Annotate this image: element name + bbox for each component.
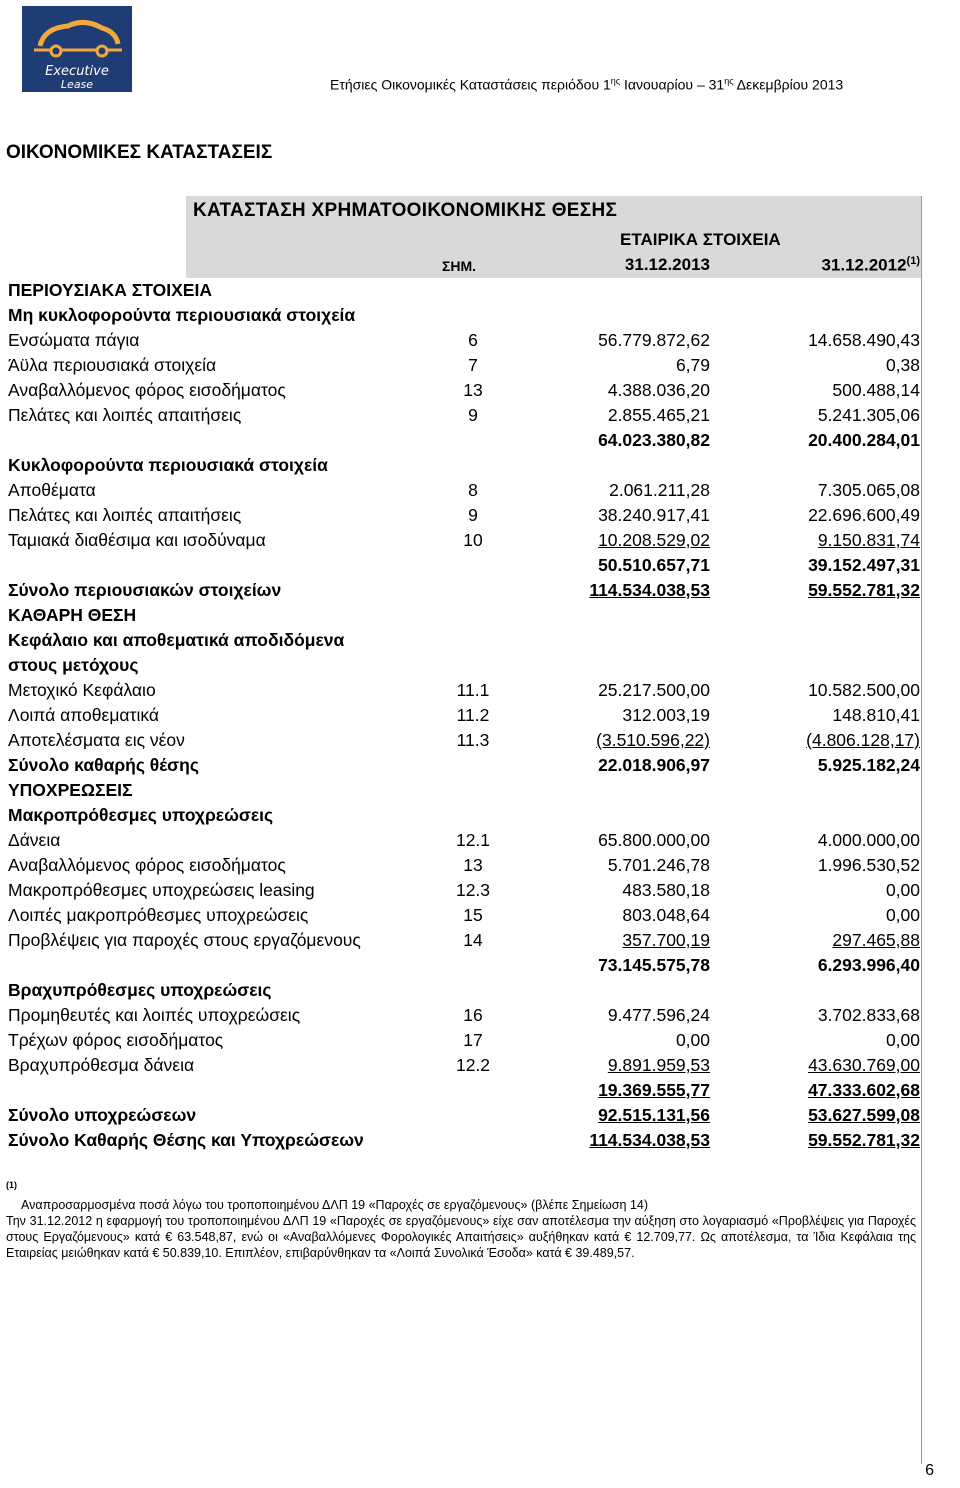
row-label: Προμηθευτές και λοιπές υποχρεώσεις bbox=[8, 1005, 301, 1025]
row-note: 14 bbox=[463, 930, 483, 950]
row-value-2012: 4.000.000,00 bbox=[817, 830, 920, 850]
row-value-2013: 9.477.596,24 bbox=[607, 1005, 710, 1025]
table-row bbox=[0, 703, 924, 728]
row-label: Άϋλα περιουσιακά στοιχεία bbox=[8, 355, 217, 375]
row-note: 13 bbox=[463, 855, 483, 875]
row-label: Σύνολο περιουσιακών στοιχείων bbox=[8, 580, 282, 600]
row-value-2013: 9.891.959,53 bbox=[607, 1055, 710, 1075]
row-value-2012: 10.582.500,00 bbox=[808, 680, 920, 700]
note-column-header: ΣΗΜ. bbox=[442, 258, 477, 274]
row-label: ΚΑΘΑΡΗ ΘΕΣΗ bbox=[8, 605, 137, 625]
row-value-2012: 22.696.600,49 bbox=[808, 505, 920, 525]
table-row bbox=[0, 978, 924, 1003]
table-row bbox=[0, 1103, 924, 1128]
row-value-2012: 43.630.769,00 bbox=[808, 1055, 920, 1075]
row-label: Πελάτες και λοιπές απαιτήσεις bbox=[8, 405, 242, 425]
col-2012-header-text: 31.12.2012 bbox=[821, 255, 907, 275]
statement-title: ΚΑΤΑΣΤΑΣΗ ΧΡΗΜΑΤΟΟΙΚΟΝΟΜΙΚΗΣ ΘΕΣΗΣ bbox=[193, 200, 618, 221]
row-value-2013: 114.534.038,53 bbox=[589, 580, 710, 600]
row-label: Αποθέματα bbox=[8, 480, 96, 500]
row-note: 12.3 bbox=[455, 880, 491, 900]
table-row bbox=[0, 428, 924, 453]
row-value-2012: 0,38 bbox=[885, 355, 920, 375]
row-note: 7 bbox=[468, 355, 478, 375]
row-value-2013: 114.534.038,53 bbox=[589, 1130, 710, 1150]
header-band-group bbox=[186, 226, 922, 250]
table-row bbox=[0, 678, 924, 703]
table-row bbox=[0, 753, 924, 778]
table-row bbox=[0, 653, 924, 678]
row-value-2012: 148.810,41 bbox=[832, 705, 920, 725]
row-value-2012: 53.627.599,08 bbox=[808, 1105, 920, 1125]
row-label: Σύνολο καθαρής θέσης bbox=[8, 755, 199, 775]
logo-text-lease: Lease bbox=[60, 78, 94, 91]
header-middle: Ιανουαρίου – 31 bbox=[620, 76, 725, 93]
row-label: Βραχυπρόθεσμα δάνεια bbox=[8, 1055, 195, 1075]
table-row bbox=[0, 1028, 924, 1053]
row-value-2013: 357.700,19 bbox=[622, 930, 710, 950]
row-value-2012: 14.658.490,43 bbox=[808, 330, 920, 350]
row-label: Μακροπρόθεσμες υποχρεώσεις bbox=[8, 805, 274, 825]
row-label: Λοιπά αποθεματικά bbox=[8, 705, 159, 725]
page-title: ΟΙΚΟΝΟΜΙΚΕΣ ΚΑΤΑΣΤΑΣΕΙΣ bbox=[6, 142, 273, 163]
table-row bbox=[0, 928, 924, 953]
row-label: Ενσώματα πάγια bbox=[8, 330, 140, 350]
row-note: 9 bbox=[468, 405, 478, 425]
row-note: 13 bbox=[463, 380, 483, 400]
row-value-2012: 20.400.284,01 bbox=[808, 430, 920, 450]
footnote-paragraph: Την 31.12.2012 η εφαρμογή του τροποποιημένου ΔΛΠ 19 «Παροχές σε εργαζόμενους» είχε σαν αποτέλεσμα την αύξηση στο λογαριασμό «Προβλέψεις για Παροχές στους Εργαζόμενους» κατά € 63.548,87, ενώ οι «Αναβαλλόμενες Φορολογικές Απαιτήσεις» αυξήθηκαν κατά € 12.709,77. Ως αποτέλεσμα, τα Ίδια Κεφάλαια της Εταιρείας μειώθηκαν κατά € 50.839,10. Επιπλέον, επιβαρύνθηκαν τα «Λοιπά Συνολικά Έσοδα» κατά € 39.489,57. bbox=[6, 1214, 916, 1261]
row-label: Πελάτες και λοιπές απαιτήσεις bbox=[8, 505, 242, 525]
row-label: Κεφάλαιο και αποθεματικά αποδιδόμενα bbox=[8, 630, 345, 650]
row-value-2012: 7.305.065,08 bbox=[817, 480, 920, 500]
table-row bbox=[0, 328, 924, 353]
row-note: 12.2 bbox=[455, 1055, 491, 1075]
row-label: Δάνεια bbox=[8, 830, 61, 850]
row-label: Προβλέψεις για παροχές στους εργαζόμενους bbox=[8, 930, 361, 950]
table-row bbox=[0, 278, 924, 303]
header-band-columns bbox=[186, 250, 922, 278]
row-note: 8 bbox=[468, 480, 478, 500]
row-value-2013: 92.515.131,56 bbox=[598, 1105, 710, 1125]
table-row bbox=[0, 1128, 924, 1153]
row-value-2012: 59.552.781,32 bbox=[808, 1130, 920, 1150]
table-row bbox=[0, 903, 924, 928]
table-row bbox=[0, 778, 924, 803]
row-label: στους μετόχους bbox=[8, 655, 139, 675]
row-value-2013: 50.510.657,71 bbox=[598, 555, 710, 575]
row-value-2013: 483.580,18 bbox=[622, 880, 710, 900]
row-value-2013: 22.018.906,97 bbox=[598, 755, 710, 775]
row-label: Μετοχικό Κεφάλαιο bbox=[8, 680, 156, 700]
table-row bbox=[0, 878, 924, 903]
table-row bbox=[0, 503, 924, 528]
table-row bbox=[0, 628, 924, 653]
row-label: Σύνολο υποχρεώσεων bbox=[8, 1105, 197, 1125]
row-value-2013: 0,00 bbox=[675, 1030, 710, 1050]
row-value-2013: 64.023.380,82 bbox=[598, 430, 710, 450]
row-value-2013: 65.800.000,00 bbox=[598, 830, 710, 850]
row-value-2012: 3.702.833,68 bbox=[817, 1005, 920, 1025]
table-row bbox=[0, 478, 924, 503]
row-label: Σύνολο Καθαρής Θέσης και Υποχρεώσεων bbox=[8, 1130, 364, 1150]
row-value-2013: 312.003,19 bbox=[622, 705, 710, 725]
table-row bbox=[0, 953, 924, 978]
row-note: 17 bbox=[463, 1030, 483, 1050]
row-note: 6 bbox=[468, 330, 478, 350]
row-note: 11.1 bbox=[456, 680, 490, 700]
table-row bbox=[0, 803, 924, 828]
row-value-2012: 47.333.602,68 bbox=[808, 1080, 920, 1100]
row-value-2012: 500.488,14 bbox=[832, 380, 920, 400]
row-value-2012: 0,00 bbox=[885, 905, 920, 925]
table-row bbox=[0, 603, 924, 628]
col-2013-header: 31.12.2013 bbox=[624, 255, 710, 274]
table-row bbox=[0, 828, 924, 853]
row-label: Μη κυκλοφορούντα περιουσιακά στοιχεία bbox=[8, 305, 356, 325]
row-value-2013: 6,79 bbox=[675, 355, 710, 375]
header-suffix: Δεκεμβρίου 2013 bbox=[733, 76, 844, 93]
header-prefix: Ετήσιες Οικονομικές Καταστάσεις περιόδου 1 bbox=[330, 76, 611, 93]
table-row bbox=[0, 1078, 924, 1103]
row-label: Αποτελέσματα εις νέον bbox=[8, 730, 185, 750]
table-row bbox=[0, 853, 924, 878]
row-note: 12.1 bbox=[455, 830, 491, 850]
table-row bbox=[0, 553, 924, 578]
row-label: Τρέχων φόρος εισοδήματος bbox=[8, 1030, 224, 1050]
group-label: ΕΤΑΙΡΙΚΑ ΣΤΟΙΧΕΙΑ bbox=[620, 230, 781, 249]
row-label: ΠΕΡΙΟΥΣΙΑΚΑ ΣΤΟΙΧΕΙΑ bbox=[8, 280, 212, 300]
row-note: 10 bbox=[463, 530, 483, 550]
page-header bbox=[330, 76, 898, 93]
footnote bbox=[6, 1177, 916, 1261]
row-value-2012: 5.925.182,24 bbox=[817, 755, 920, 775]
row-value-2012: 9.150.831,74 bbox=[817, 530, 920, 550]
table-row bbox=[0, 578, 924, 603]
row-label: Μακροπρόθεσμες υποχρεώσεις leasing bbox=[8, 880, 315, 900]
row-label: Ταμιακά διαθέσιμα και ισοδύναμα bbox=[8, 530, 266, 550]
row-value-2012: 59.552.781,32 bbox=[808, 580, 920, 600]
row-value-2013: 56.779.872,62 bbox=[598, 330, 710, 350]
row-note: 11.2 bbox=[456, 705, 490, 725]
row-value-2012: 6.293.996,40 bbox=[817, 955, 920, 975]
row-value-2012: 39.152.497,31 bbox=[808, 555, 920, 575]
table-row bbox=[0, 403, 924, 428]
row-value-2013: 2.061.211,28 bbox=[609, 480, 710, 500]
logo-text-executive: Executive bbox=[45, 64, 109, 79]
row-label: Λοιπές μακροπρόθεσμες υποχρεώσεις bbox=[8, 905, 309, 925]
row-label: Κυκλοφορούντα περιουσιακά στοιχεία bbox=[8, 455, 328, 475]
table-row bbox=[0, 1053, 924, 1078]
table-row bbox=[0, 728, 924, 753]
row-value-2013: 73.145.575,78 bbox=[598, 955, 710, 975]
row-value-2012: 0,00 bbox=[885, 1030, 920, 1050]
header-sup-2: ης bbox=[724, 76, 734, 86]
row-value-2013: (3.510.596,22) bbox=[596, 730, 710, 750]
row-value-2012: 1.996.530,52 bbox=[817, 855, 920, 875]
row-note: 16 bbox=[463, 1005, 483, 1025]
table-row bbox=[0, 453, 924, 478]
row-label: Αναβαλλόμενος φόρος εισοδήματος bbox=[8, 855, 286, 875]
table-row bbox=[0, 353, 924, 378]
row-value-2013: 5.701.246,78 bbox=[607, 855, 710, 875]
company-logo bbox=[22, 6, 132, 92]
row-value-2012: (4.806.128,17) bbox=[806, 730, 920, 750]
row-value-2012: 297.465,88 bbox=[832, 930, 920, 950]
col-2012-header bbox=[821, 255, 920, 276]
row-label: Αναβαλλόμενος φόρος εισοδήματος bbox=[8, 380, 286, 400]
table-row bbox=[0, 1003, 924, 1028]
row-note: 9 bbox=[468, 505, 478, 525]
footnote-marker: (1) bbox=[6, 1180, 17, 1190]
row-label: Βραχυπρόθεσμες υποχρεώσεις bbox=[8, 980, 272, 1000]
car-logo-icon bbox=[22, 6, 132, 66]
row-note: 11.3 bbox=[456, 730, 490, 750]
row-value-2013: 38.240.917,41 bbox=[598, 505, 710, 525]
table-row bbox=[0, 378, 924, 403]
row-label: ΥΠΟΧΡΕΩΣΕΙΣ bbox=[8, 780, 133, 800]
table-row bbox=[0, 303, 924, 328]
row-value-2012: 5.241.305,06 bbox=[817, 405, 920, 425]
row-value-2013: 19.369.555,77 bbox=[598, 1080, 710, 1100]
row-value-2013: 2.855.465,21 bbox=[607, 405, 710, 425]
row-note: 15 bbox=[463, 905, 483, 925]
header-sup-1: ης bbox=[610, 76, 621, 86]
row-value-2012: 0,00 bbox=[885, 880, 920, 900]
col-2012-footnote-marker: (1) bbox=[906, 255, 920, 267]
row-value-2013: 803.048,64 bbox=[622, 905, 710, 925]
table-row bbox=[0, 528, 924, 553]
row-value-2013: 10.208.529,02 bbox=[598, 530, 710, 550]
row-value-2013: 25.217.500,00 bbox=[598, 680, 710, 700]
footnote-line-1: Αναπροσαρμοσμένα ποσά λόγω του τροποποιημένου ΔΛΠ 19 «Παροχές σε εργαζόμενους» (βλέπε Σημείωση 14) bbox=[21, 1198, 649, 1213]
row-value-2013: 4.388.036,20 bbox=[607, 380, 710, 400]
page-number: 6 bbox=[925, 1462, 934, 1479]
